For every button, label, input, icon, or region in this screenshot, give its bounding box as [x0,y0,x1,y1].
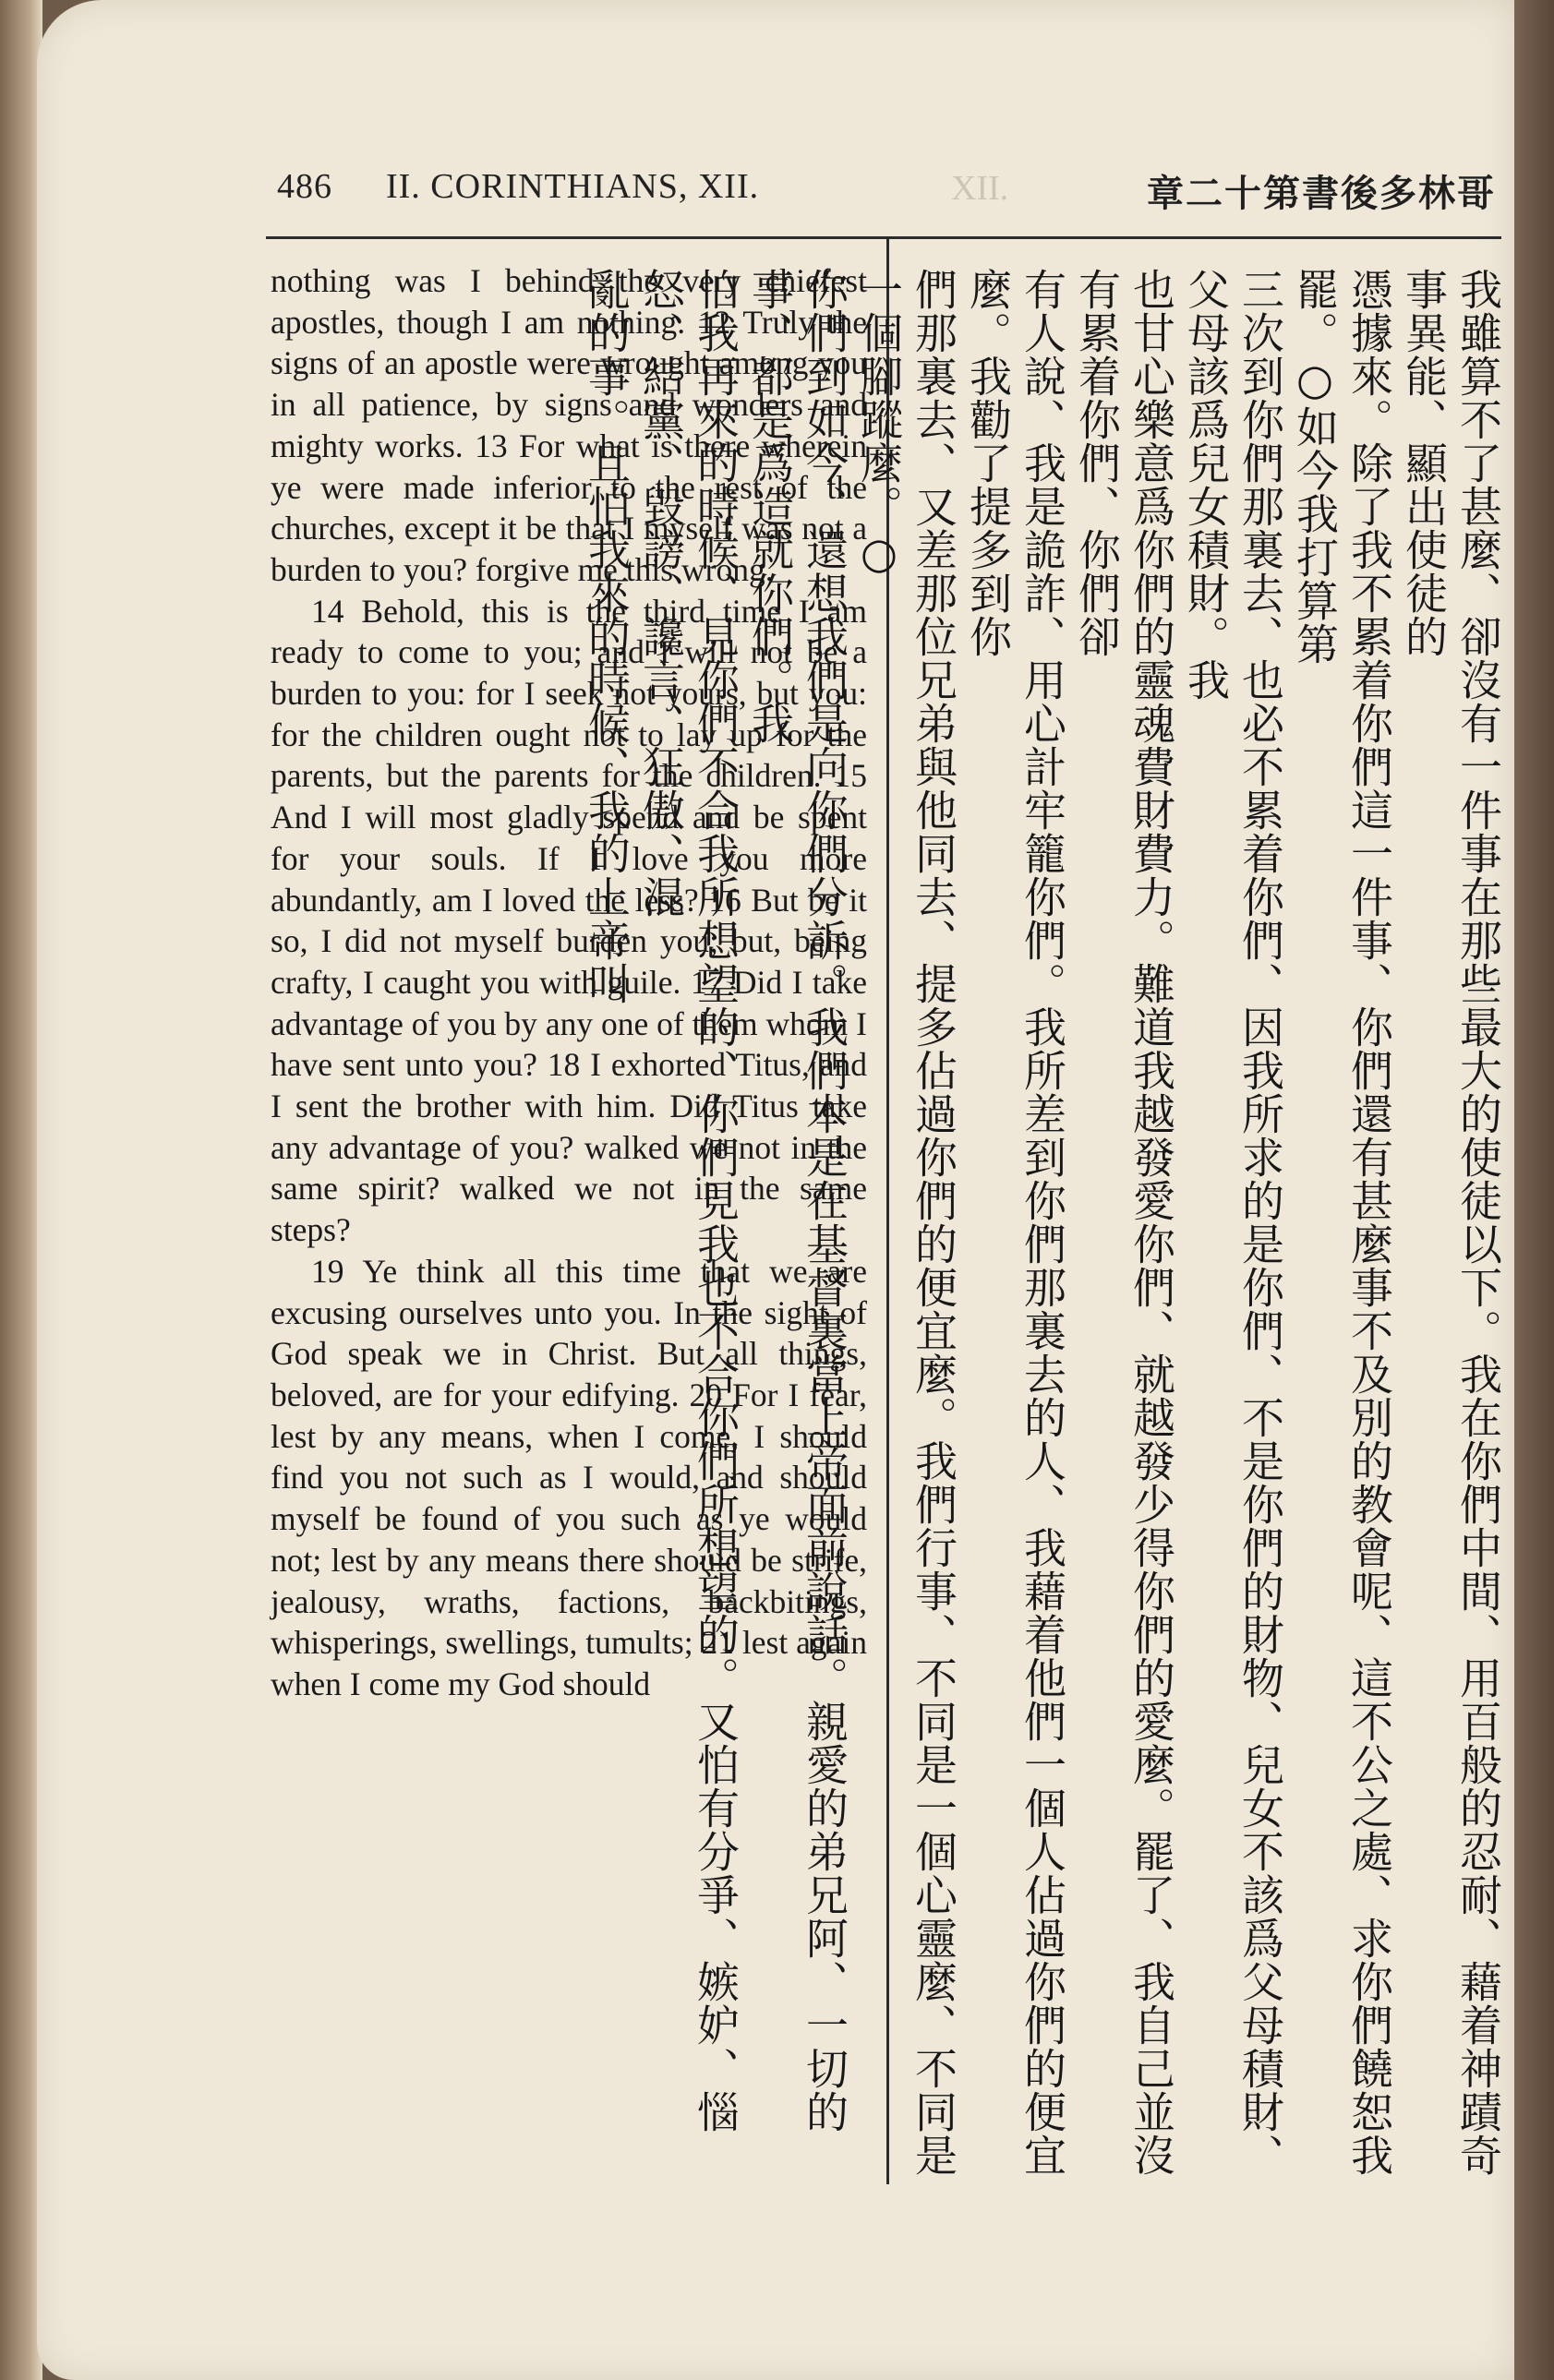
chinese-line: 我雖算不了甚麼、卻沒有一件事在那些最大的使徒以下。我在你們中間、用百般的忍耐、藉着神蹟奇事異能、顯出使徒的 [1399,268,1503,2177]
chinese-line: 憑據來。除了我不累着你們這一件事、你們還有甚麼事不及別的教會呢、這不公之處、求你們饒恕我罷。○如今我打算第 [1290,268,1394,2177]
page-number: 486 [277,167,332,206]
chinese-line: 也甘心樂意爲你們的靈魂費財費力。難道我越發愛你們、就越發少得你們的愛麼。罷了、我自己並沒有累着你們、你們卻 [1072,268,1176,2177]
english-paragraph: nothing was I behind the very chiefest apostles, though I am nothing. 12 Truly the signs of an apostle were wrought among you in all patience, by signs and wonders and mighty works. 13 For what is there wherein ye were made inferior to the rest of the churches, except it be that I myself was not a burden to you? forgive me this wrong. [271,262,867,588]
english-paragraph: 19 Ye think all this time that we are excusing ourselves unto you. In the sight of God speak we in Christ. But all things, beloved, are for your edifying. 20 For I fear, lest by any means, when I come, I should find you not such as I would, and should myself be found of you such as ye would not; lest by any means there should be strife, jealousy, wraths, factions, backbitings, whisperings, swellings, tumults; 21 lest again when I come my God should [271,1252,867,1702]
chinese-line: 有人說、我是詭詐、用心計牢籠你們。我所差到你們那裏去的人、我藉着他們一個人佔過你們的便宜麼。我勸了提多到你 [963,268,1067,2177]
chinese-line: 們那裏去、又差那位兄弟與他同去、提多佔過你們的便宜麼。我們行事、不同是一個心靈麼、不同是一個腳蹤麼。○ [854,268,958,2177]
chinese-line: 你們到如今、還想我們是向你們分訴。我們本是在基督裏當上帝面前說話。親愛的弟兄阿、一切的事、都是爲造就你們。我 [745,268,849,2134]
header-rule [266,236,1501,239]
page-header [277,166,1496,222]
chinese-running-title: 章二十第書後多林哥 [1147,173,1496,215]
chinese-text-column [582,268,1505,2179]
chinese-line: 亂的事。且怕我來的時候、我的上帝叫 [582,268,632,1005]
chinese-line: 三次到你們那裏去、也必不累着你們、因我所求的是你們、不是你們的財物、兒女不該爲父母積財、父母該爲兒女積財。我 [1181,268,1285,2177]
english-paragraph: 14 Behold, this is the third time I am ready to come to you; and I will not be a burden to you: for I seek not yours, but you: for the children ought not to lay up for the parents, but the parents for the children. 15 And I will most gladly spend and be spent for your souls. If I love you more abundantly, am I loved the less? 16 But be it so, I did not myself burden you; but, being crafty, I caught you with guile. 17 Did I take advantage of you by any one of them whom I have sent unto you? 18 I exhorted Titus, and I sent the brother with him. Did Titus take any advantage of you? walked we not in the same spirit? walked we not in the same steps? [271,592,867,1249]
chinese-line: 怕我再來的時候、見你們不合我所想望的、你們見我也不合你們所想望的。又怕有分爭、嫉妒、惱怒、結黨、毀謗、讒言、狂傲、混 [636,268,741,2134]
running-title: II. CORINTHIANS, XII. [386,167,760,206]
bleed-through-title: XII. [951,169,1009,208]
